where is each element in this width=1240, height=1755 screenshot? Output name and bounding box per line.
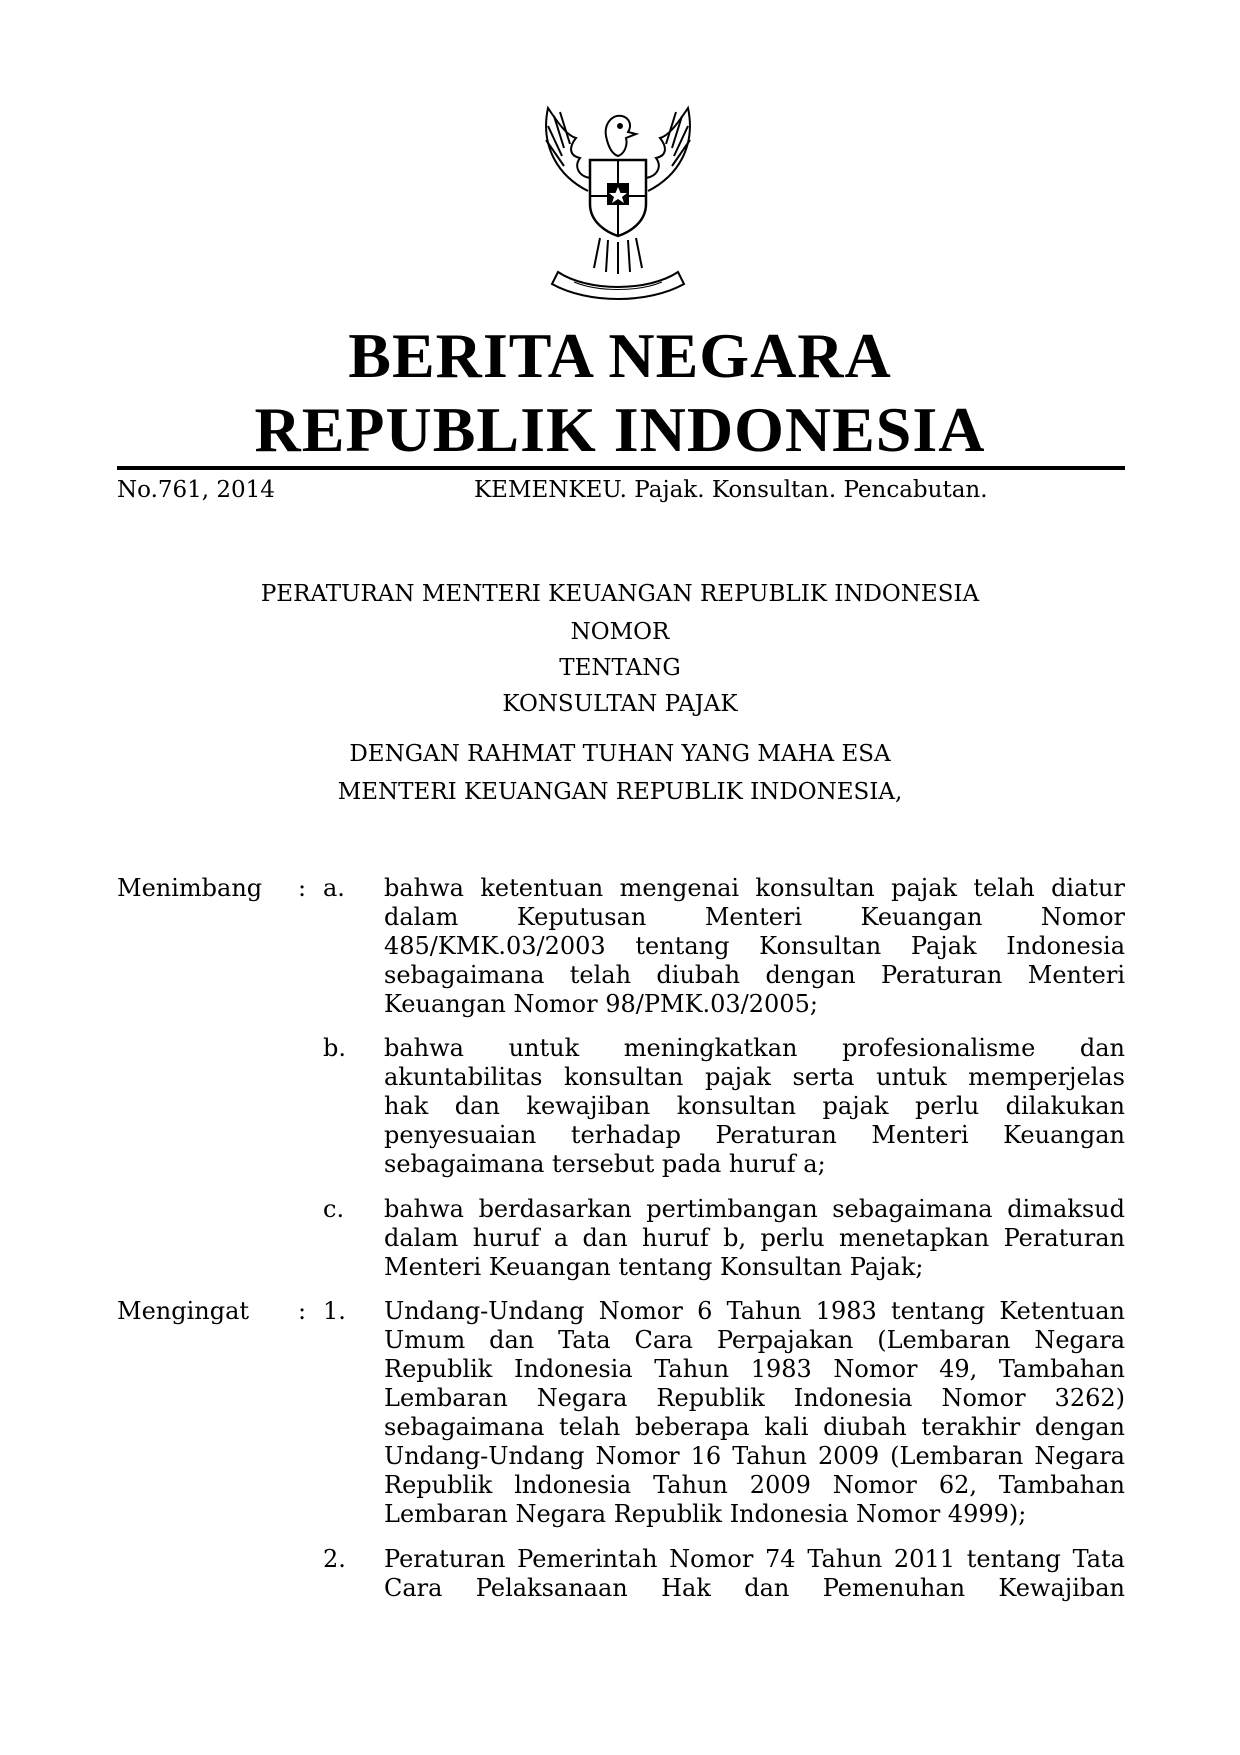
masthead-rule [117,466,1125,470]
item-line: 485/KMK.03/2003 tentang Konsultan Pajak Indonesia [384,932,1125,960]
item-line: Lembaran Negara Republik Indonesia Nomor 4999); [384,1500,1027,1528]
preamble-line: DENGAN RAHMAT TUHAN YANG MAHA ESA [349,741,891,767]
item-line: sebagaimana telah diubah dengan Peraturan Menteri [384,961,1125,989]
item-line: Peraturan Pemerintah Nomor 74 Tahun 2011 tentang Tata [384,1545,1125,1573]
item-marker: 2. [323,1545,346,1573]
item-line: dalam Keputusan Menteri Keuangan Nomor [384,903,1125,931]
item-line: sebagaimana tersebut pada huruf a; [384,1150,826,1178]
regulation-number-label: NOMOR [570,619,670,645]
item-line: Lembaran Negara Republik Indonesia Nomor 3262) [384,1384,1125,1412]
item-line: bahwa ketentuan mengenai konsultan pajak telah diatur [384,874,1125,902]
regulation-about-label: TENTANG [559,655,681,681]
issue-number: No.761, 2014 [117,477,275,503]
item-line: Cara Pelaksanaan Hak dan Pemenuhan Kewajiban [384,1574,1125,1602]
item-line: Keuangan Nomor 98/PMK.03/2005; [384,990,818,1018]
regulation-title: PERATURAN MENTERI KEUANGAN REPUBLIK INDONESIA [260,581,980,607]
item-line: Undang-Undang Nomor 16 Tahun 2009 (Lembaran Negara [384,1442,1125,1470]
item-marker: a. [323,874,345,902]
item-line: Republik lndonesia Tahun 2009 Nomor 62, Tambahan [384,1471,1125,1499]
item-line: bahwa untuk meningkatkan profesionalisme dan [384,1034,1125,1062]
section-label-menimbang: Menimbang [117,874,263,902]
masthead-subtitle: REPUBLIK INDONESIA [254,394,986,465]
item-line: akuntabilitas konsultan pajak serta untuk memperjelas [384,1063,1125,1091]
item-line: penyesuaian terhadap Peraturan Menteri Keuangan [384,1121,1125,1149]
item-line: sebagaimana telah beberapa kali diubah terakhir dengan [384,1413,1125,1441]
section-colon: : [298,1297,307,1325]
section-colon: : [298,874,307,902]
regulation-subject: KONSULTAN PAJAK [502,691,738,717]
item-marker: 1. [323,1297,346,1325]
item-line: hak dan kewajiban konsultan pajak perlu dilakukan [384,1092,1125,1120]
item-line: dalam huruf a dan huruf b, perlu menetapkan Peraturan [384,1224,1125,1252]
item-line: Republik Indonesia Tahun 1983 Nomor 49, Tambahan [384,1355,1125,1383]
section-label-mengingat: Mengingat [117,1297,250,1325]
item-marker: b. [323,1034,346,1062]
issue-subject: KEMENKEU. Pajak. Konsultan. Pencabutan. [474,477,988,503]
item-line: Undang-Undang Nomor 6 Tahun 1983 tentang Ketentuan [384,1297,1125,1325]
preamble-line: MENTERI KEUANGAN REPUBLIK INDONESIA, [337,779,903,805]
item-marker: c. [323,1195,345,1223]
item-line: bahwa berdasarkan pertimbangan sebagaimana dimaksud [384,1195,1125,1223]
garuda-emblem-icon [518,96,718,316]
item-line: Umum dan Tata Cara Perpajakan (Lembaran Negara [384,1326,1125,1354]
item-line: Menteri Keuangan tentang Konsultan Pajak; [384,1253,924,1281]
masthead-title: BERITA NEGARA [348,320,892,391]
